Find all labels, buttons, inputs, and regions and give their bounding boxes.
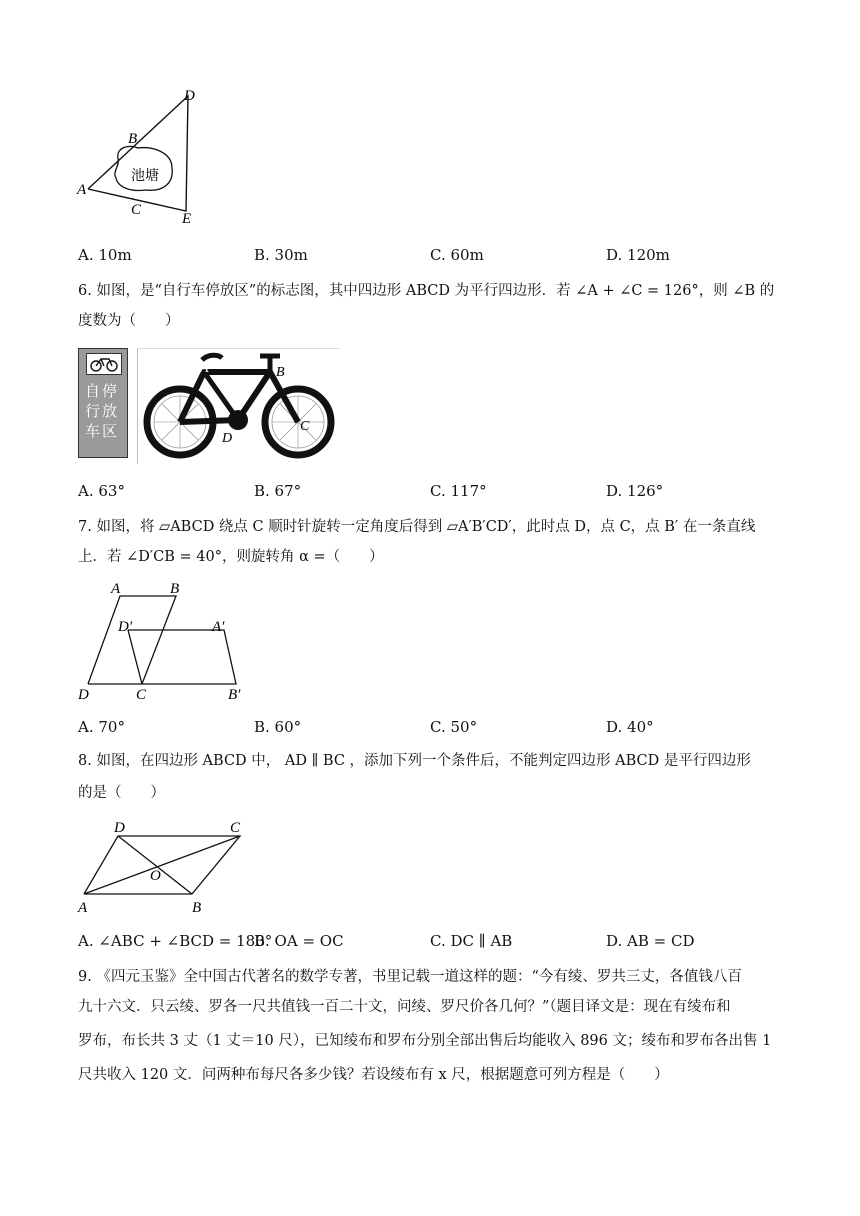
point-label-d: D (78, 687, 89, 703)
sign-char: 自 (85, 382, 103, 400)
point-label-a: A (77, 182, 87, 198)
q9-text-line4: 尺共收入 120 文．问两种布每尺各多少钱？若设绫布有 x 尺，根据题意可列方程是（ ） (78, 1067, 669, 1083)
q7-option-d: D. 40° (606, 718, 654, 736)
point-label-c: C (300, 419, 310, 434)
q6-text-line2: 度数为（ ） (78, 313, 180, 329)
q5-option-b: B. 30m (254, 246, 308, 264)
q7-rotation-figure (76, 578, 256, 704)
q8-text-line1: 8. 如图，在四边形 ABCD 中， AD ∥ BC ，添加下列一个条件后，不能判定四边形 ABCD 是平行四边形 (78, 753, 751, 769)
point-label-d-prime: D′ (118, 619, 133, 635)
point-label-o: O (150, 868, 161, 884)
sign-char: 区 (102, 422, 120, 440)
point-label-b: B (276, 365, 285, 380)
point-label-a-prime: A′ (212, 619, 225, 635)
q8-quadrilateral-figure (74, 816, 254, 920)
q7-option-c: C. 50° (430, 718, 478, 736)
q7-text-line1: 7. 如图，将 ▱ABCD 绕点 C 顺时针旋转一定角度后得到 ▱A′B′CD′，此时点 D，点 C，点 B′ 在一条直线 (78, 519, 756, 535)
point-label-a: A (111, 581, 121, 597)
point-label-d: D (222, 431, 233, 446)
point-label-c: C (230, 820, 241, 836)
point-label-a: A (78, 900, 88, 916)
q7-text-line2: 上．若 ∠D′CB = 40°，则旋转角 α =（ ） (78, 549, 384, 565)
point-label-d: D (114, 820, 125, 836)
q8-option-b: B. OA = OC (254, 932, 344, 950)
q5-triangle-figure (76, 86, 206, 228)
q9-text-line3: 罗布，布长共 3 丈（1 丈＝10 尺），已知绫布和罗布分别全部出售后均能收入 896 文；绫布和罗布各出售 1 (78, 1033, 772, 1049)
q6-option-a: A. 63° (78, 482, 125, 500)
point-label-b: B (128, 131, 138, 147)
sign-char: 放 (102, 402, 120, 420)
q5-option-c: C. 60m (430, 246, 484, 264)
point-label-d: D (184, 88, 195, 104)
sign-divider (137, 348, 138, 464)
q6-option-c: C. 117° (430, 482, 487, 500)
point-label-a: A (200, 361, 209, 376)
q8-option-a: A. ∠ABC + ∠BCD = 180° (78, 932, 273, 950)
pond-label: 池塘 (131, 168, 159, 184)
q8-text-line2: 的是（ ） (78, 785, 165, 801)
q8-option-c: C. DC ∥ AB (430, 932, 513, 950)
sign-divider (137, 348, 339, 349)
sign-char: 停 (102, 382, 120, 400)
sign-char: 行 (85, 402, 103, 420)
point-label-c: C (131, 202, 142, 218)
point-label-c: C (136, 687, 147, 703)
q5-option-a: A. 10m (78, 246, 132, 264)
q9-text-line1: 9. 《四元玉鉴》全中国古代著名的数学专著，书里记载一道这样的题：“今有绫、罗共三丈，各值钱八百 (78, 969, 742, 985)
bicycle-icon (86, 353, 122, 375)
q6-option-b: B. 67° (254, 482, 302, 500)
bicycle-parking-sign (78, 348, 128, 458)
q9-text-line2: 九十六文．只云绫、罗各一尺共值钱一百二十文，问绫、罗尺价各几何？”（题目译文是：现在有绫布和 (78, 999, 731, 1015)
point-label-b-prime: B′ (228, 687, 241, 703)
q6-text-line1: 6. 如图，是“自行车停放区”的标志图，其中四边形 ABCD 为平行四边形．若 ∠A + ∠C = 126°，则 ∠B 的 (78, 283, 775, 299)
q6-bicycle-figure (142, 350, 342, 460)
q7-option-a: A. 70° (78, 718, 125, 736)
q5-option-d: D. 120m (606, 246, 670, 264)
q8-option-d: D. AB = CD (606, 932, 695, 950)
q6-option-d: D. 126° (606, 482, 664, 500)
point-label-e: E (182, 211, 192, 227)
point-label-b: B (170, 581, 180, 597)
q7-option-b: B. 60° (254, 718, 302, 736)
point-label-b: B (192, 900, 202, 916)
sign-char: 车 (85, 422, 103, 440)
